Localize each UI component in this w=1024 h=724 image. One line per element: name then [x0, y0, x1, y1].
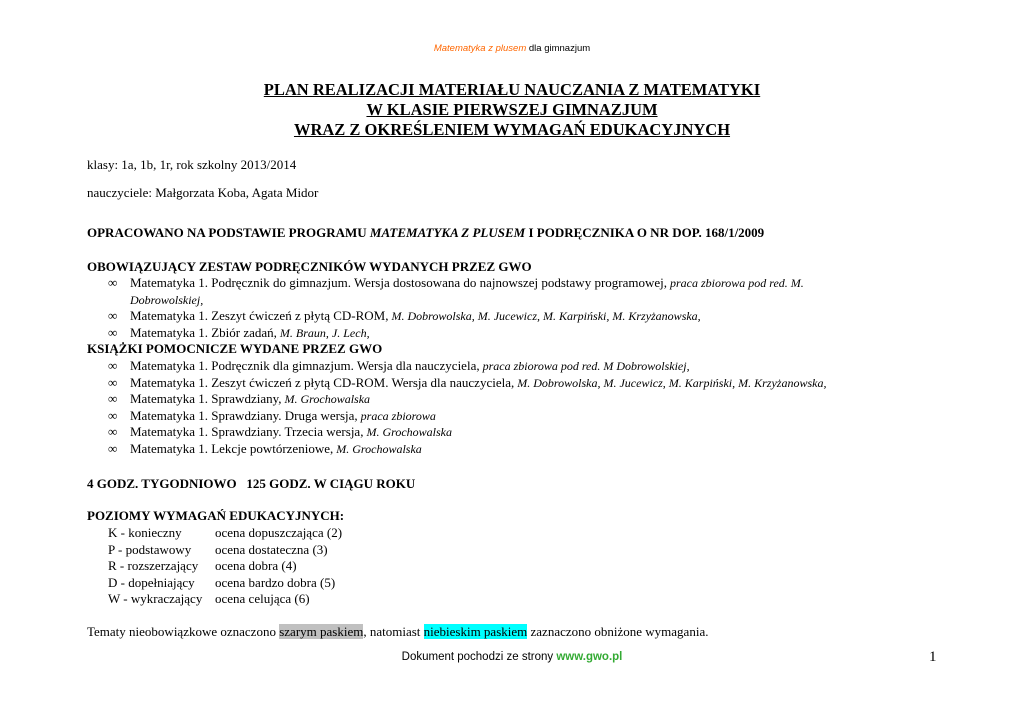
- basis-line: [87, 225, 764, 241]
- list-item: ∞ Matematyka 1. Sprawdziany. Trzecia wersja, M. Grochowalska: [108, 424, 452, 439]
- basis-program: MATEMATYKA Z PLUSEM: [369, 225, 526, 240]
- books-list: [108, 275, 804, 341]
- gray-highlight: szarym paskiem: [279, 624, 364, 639]
- hours-line: 4 GODZ. TYGODNIOWO 125 GODZ. W CIĄGU ROKU: [87, 476, 416, 491]
- aux-list: [108, 358, 826, 457]
- basis-suffix: I PODRĘCZNIKA O NR DOP. 168/1/2009: [525, 225, 765, 240]
- highlight-note: Tematy nieobowiązkowe oznaczono szarym paskiem, natomiast niebieskim paskiem zaznaczono obniżone wymagania.: [87, 624, 709, 639]
- list-item: ∞ Matematyka 1. Zeszyt ćwiczeń z płytą CD-ROM. Wersja dla nauczyciela, M. Dobrowolska, M. Jucewicz, M. Karpiński, M. Krzyżanowska,: [108, 374, 827, 390]
- footer-site-link[interactable]: www.gwo.pl: [556, 651, 623, 663]
- infinity-bullet-icon: ∞: [108, 324, 118, 340]
- table-row: K - konieczny ocena dopuszczająca (2): [108, 525, 343, 540]
- document-title: [0, 80, 1024, 140]
- teachers-line: nauczyciele: Małgorzata Koba, Agata Midor: [87, 185, 319, 200]
- title-line-1: PLAN REALIZACJI MATERIAŁU NAUCZANIA Z MATEMATYKI: [263, 80, 761, 99]
- list-item: ∞ Matematyka 1. Podręcznik dla gimnazjum. Wersja dla nauczyciela, praca zbiorowa pod red. M Dobrowolskiej,: [108, 358, 690, 373]
- title-line-2: W KLASIE PIERWSZEJ GIMNAZJUM: [366, 100, 658, 119]
- header-rest: dla gimnazjum: [526, 43, 591, 54]
- list-item: ∞ Matematyka 1. Lekcje powtórzeniowe, M. Grochowalska: [108, 440, 422, 456]
- infinity-bullet-icon: ∞: [108, 275, 118, 290]
- infinity-bullet-icon: ∞: [108, 407, 118, 423]
- infinity-bullet-icon: ∞: [108, 440, 118, 456]
- list-item: ∞ Matematyka 1. Zbiór zadań, M. Braun, J. Lech,: [108, 324, 370, 340]
- page-header: [0, 43, 1024, 54]
- cyan-highlight: niebieskim paskiem: [423, 624, 528, 639]
- table-row: R - rozszerzający ocena dobra (4): [108, 558, 297, 573]
- footer-text: Dokument pochodzi ze strony: [401, 651, 557, 663]
- header-brand: Matematyka z plusem: [433, 43, 527, 54]
- table-row: P - podstawowy ocena dostateczna (3): [108, 541, 328, 557]
- infinity-bullet-icon: ∞: [108, 308, 118, 323]
- list-item: ∞ Matematyka 1. Podręcznik do gimnazjum. Wersja dostosowana do najnowszej podstawy programowej, praca zbiorowa pod red. M. Dobrowolskiej,: [108, 275, 804, 307]
- classes-line: klasy: 1a, 1b, 1r, rok szkolny 2013/2014: [87, 157, 297, 172]
- list-item: ∞ Matematyka 1. Sprawdziany, M. Grochowalska: [108, 391, 371, 406]
- levels-heading: POZIOMY WYMAGAŃ EDUKACYJNYCH:: [87, 508, 345, 523]
- page-footer: [0, 651, 1024, 663]
- basis-prefix: OPRACOWANO NA PODSTAWIE PROGRAMU: [87, 225, 370, 240]
- page-number: 1: [929, 649, 937, 665]
- table-row: W - wykraczający ocena celująca (6): [108, 591, 310, 606]
- infinity-bullet-icon: ∞: [108, 374, 118, 390]
- books-heading: OBOWIĄZUJĄCY ZESTAW PODRĘCZNIKÓW WYDANYCH PRZEZ GWO: [87, 259, 532, 274]
- list-item: ∞ Matematyka 1. Zeszyt ćwiczeń z płytą CD-ROM, M. Dobrowolska, M. Jucewicz, M. Karpiński, M. Krzyżanowska,: [108, 308, 701, 323]
- aux-heading: KSIĄŻKI POMOCNICZE WYDANE PRZEZ GWO: [87, 341, 383, 356]
- list-item: ∞ Matematyka 1. Sprawdziany. Druga wersja, praca zbiorowa: [108, 407, 436, 423]
- table-row: D - dopełniający ocena bardzo dobra (5): [108, 574, 336, 590]
- levels-table: [108, 525, 342, 608]
- infinity-bullet-icon: ∞: [108, 358, 118, 373]
- infinity-bullet-icon: ∞: [108, 424, 118, 439]
- title-line-3: WRAZ Z OKREŚLENIEM WYMAGAŃ EDUKACYJNYCH: [293, 120, 731, 139]
- infinity-bullet-icon: ∞: [108, 391, 118, 406]
